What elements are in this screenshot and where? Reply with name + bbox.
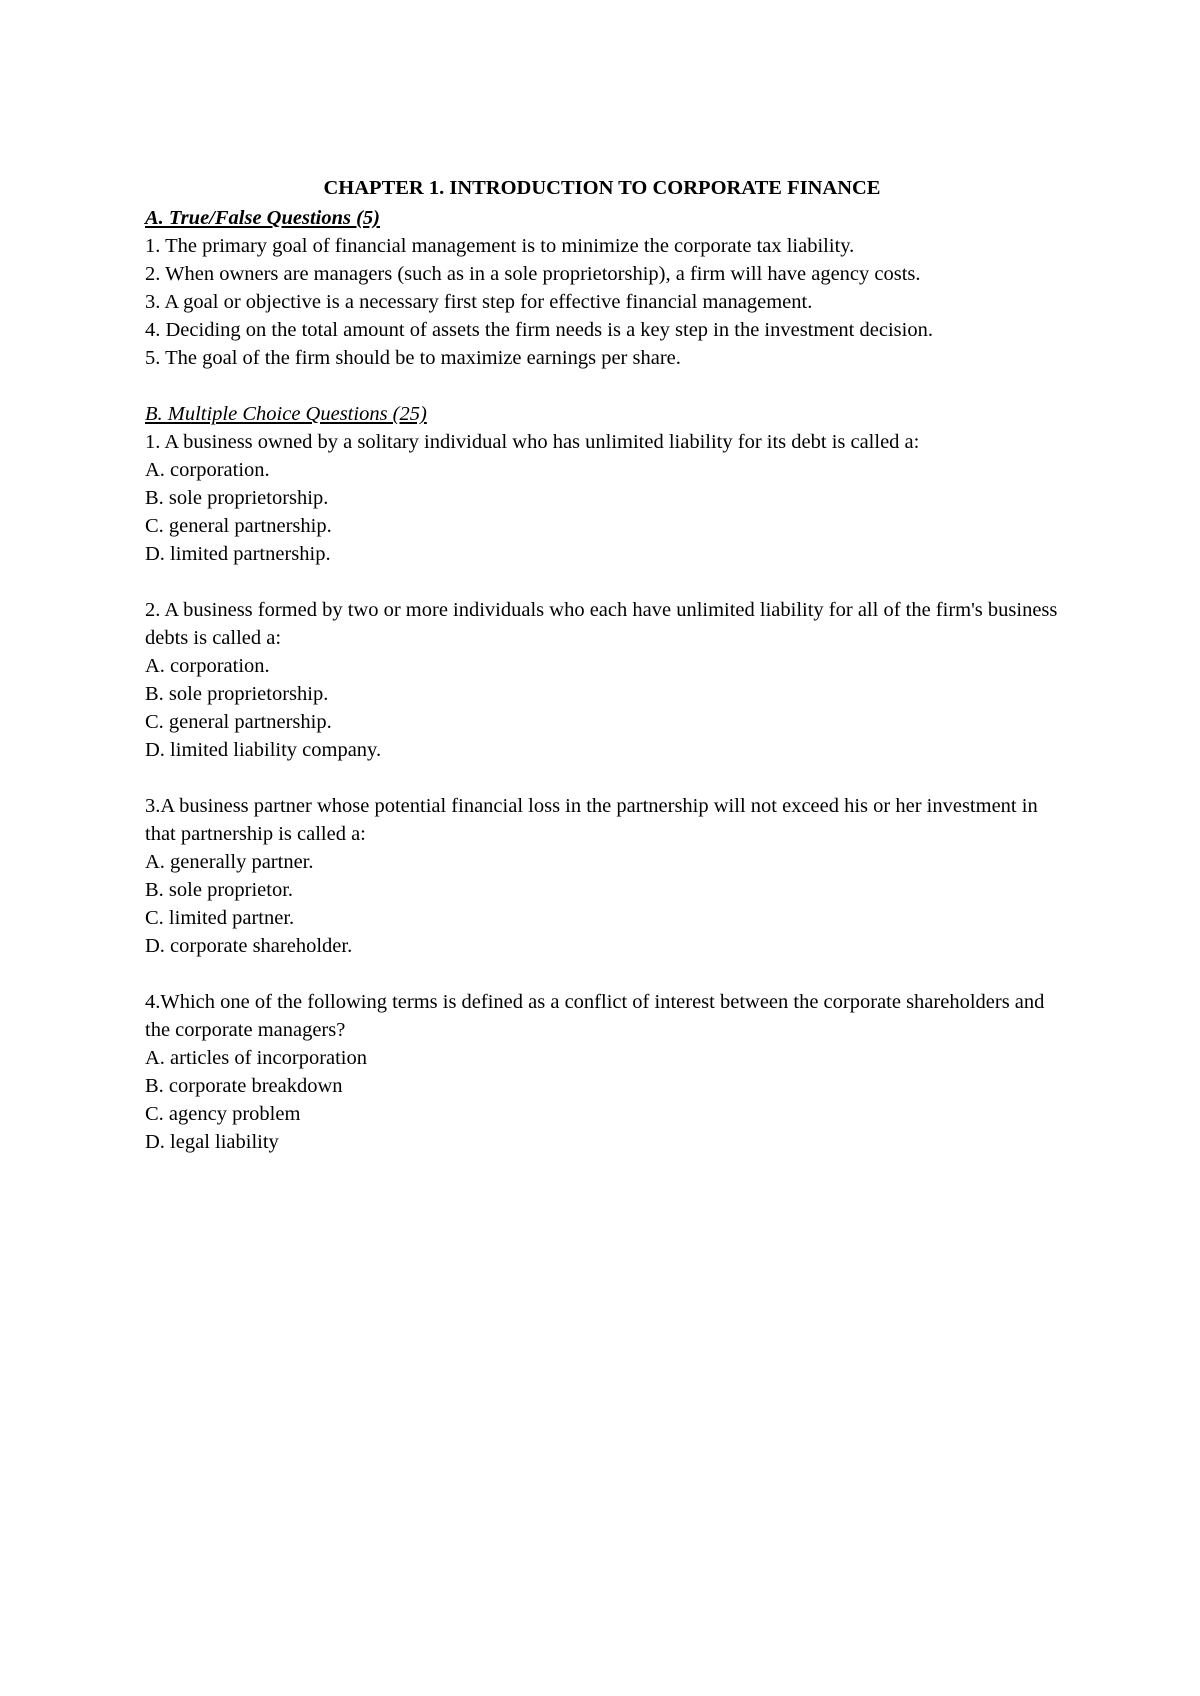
option-d: D. corporate shareholder. [145, 935, 353, 957]
option-b: B. sole proprietorship. [145, 683, 329, 705]
tf-question-1: 1. The primary goal of financial management is to minimize the corporate tax liability. [145, 235, 855, 257]
option-a: A. generally partner. [145, 851, 314, 873]
option-d: D. limited partnership. [145, 543, 331, 565]
option-b: B. sole proprietorship. [145, 487, 329, 509]
option-d: D. limited liability company. [145, 739, 382, 761]
option-d: D. legal liability [145, 1131, 279, 1153]
tf-question-4: 4. Deciding on the total amount of assets the firm needs is a key step in the investment decision. [145, 319, 933, 341]
tf-question-2: 2. When owners are managers (such as in a sole proprietorship), a firm will have agency costs. [145, 263, 921, 285]
option-a: A. articles of incorporation [145, 1047, 368, 1069]
option-a: A. corporation. [145, 459, 270, 481]
question-stem: 2. A business formed by two or more individuals who each have unlimited liability for all of the firm's business debts is called a: [145, 599, 1058, 649]
section-a-heading: A. True/False Questions (5) [145, 207, 381, 229]
question-stem: 1. A business owned by a solitary individual who has unlimited liability for its debt is called a: [145, 431, 920, 453]
option-c: C. limited partner. [145, 907, 295, 929]
question-stem: 4.Which one of the following terms is defined as a conflict of interest between the corporate shareholders and the corporate managers? [145, 991, 1045, 1041]
spacer [145, 372, 1059, 400]
section-b-heading: B. Multiple Choice Questions (25) [145, 403, 427, 425]
mc-question-3 [145, 792, 1059, 960]
option-a: A. corporation. [145, 655, 270, 677]
spacer [145, 764, 1059, 792]
mc-question-4 [145, 988, 1059, 1156]
tf-question-3: 3. A goal or objective is a necessary first step for effective financial management. [145, 291, 813, 313]
mc-question-2 [145, 596, 1059, 764]
option-c: C. agency problem [145, 1103, 301, 1125]
option-c: C. general partnership. [145, 711, 332, 733]
option-c: C. general partnership. [145, 515, 332, 537]
option-b: B. sole proprietor. [145, 879, 294, 901]
option-b: B. corporate breakdown [145, 1075, 343, 1097]
spacer [145, 960, 1059, 988]
spacer [145, 568, 1059, 596]
tf-question-5: 5. The goal of the firm should be to maximize earnings per share. [145, 347, 681, 369]
chapter-title: CHAPTER 1. INTRODUCTION TO CORPORATE FINANCE [323, 177, 881, 199]
question-stem: 3.A business partner whose potential financial loss in the partnership will not exceed his or her investment in that partnership is called a: [145, 795, 1038, 845]
document-page [145, 174, 1059, 1156]
mc-question-1 [145, 428, 1059, 568]
